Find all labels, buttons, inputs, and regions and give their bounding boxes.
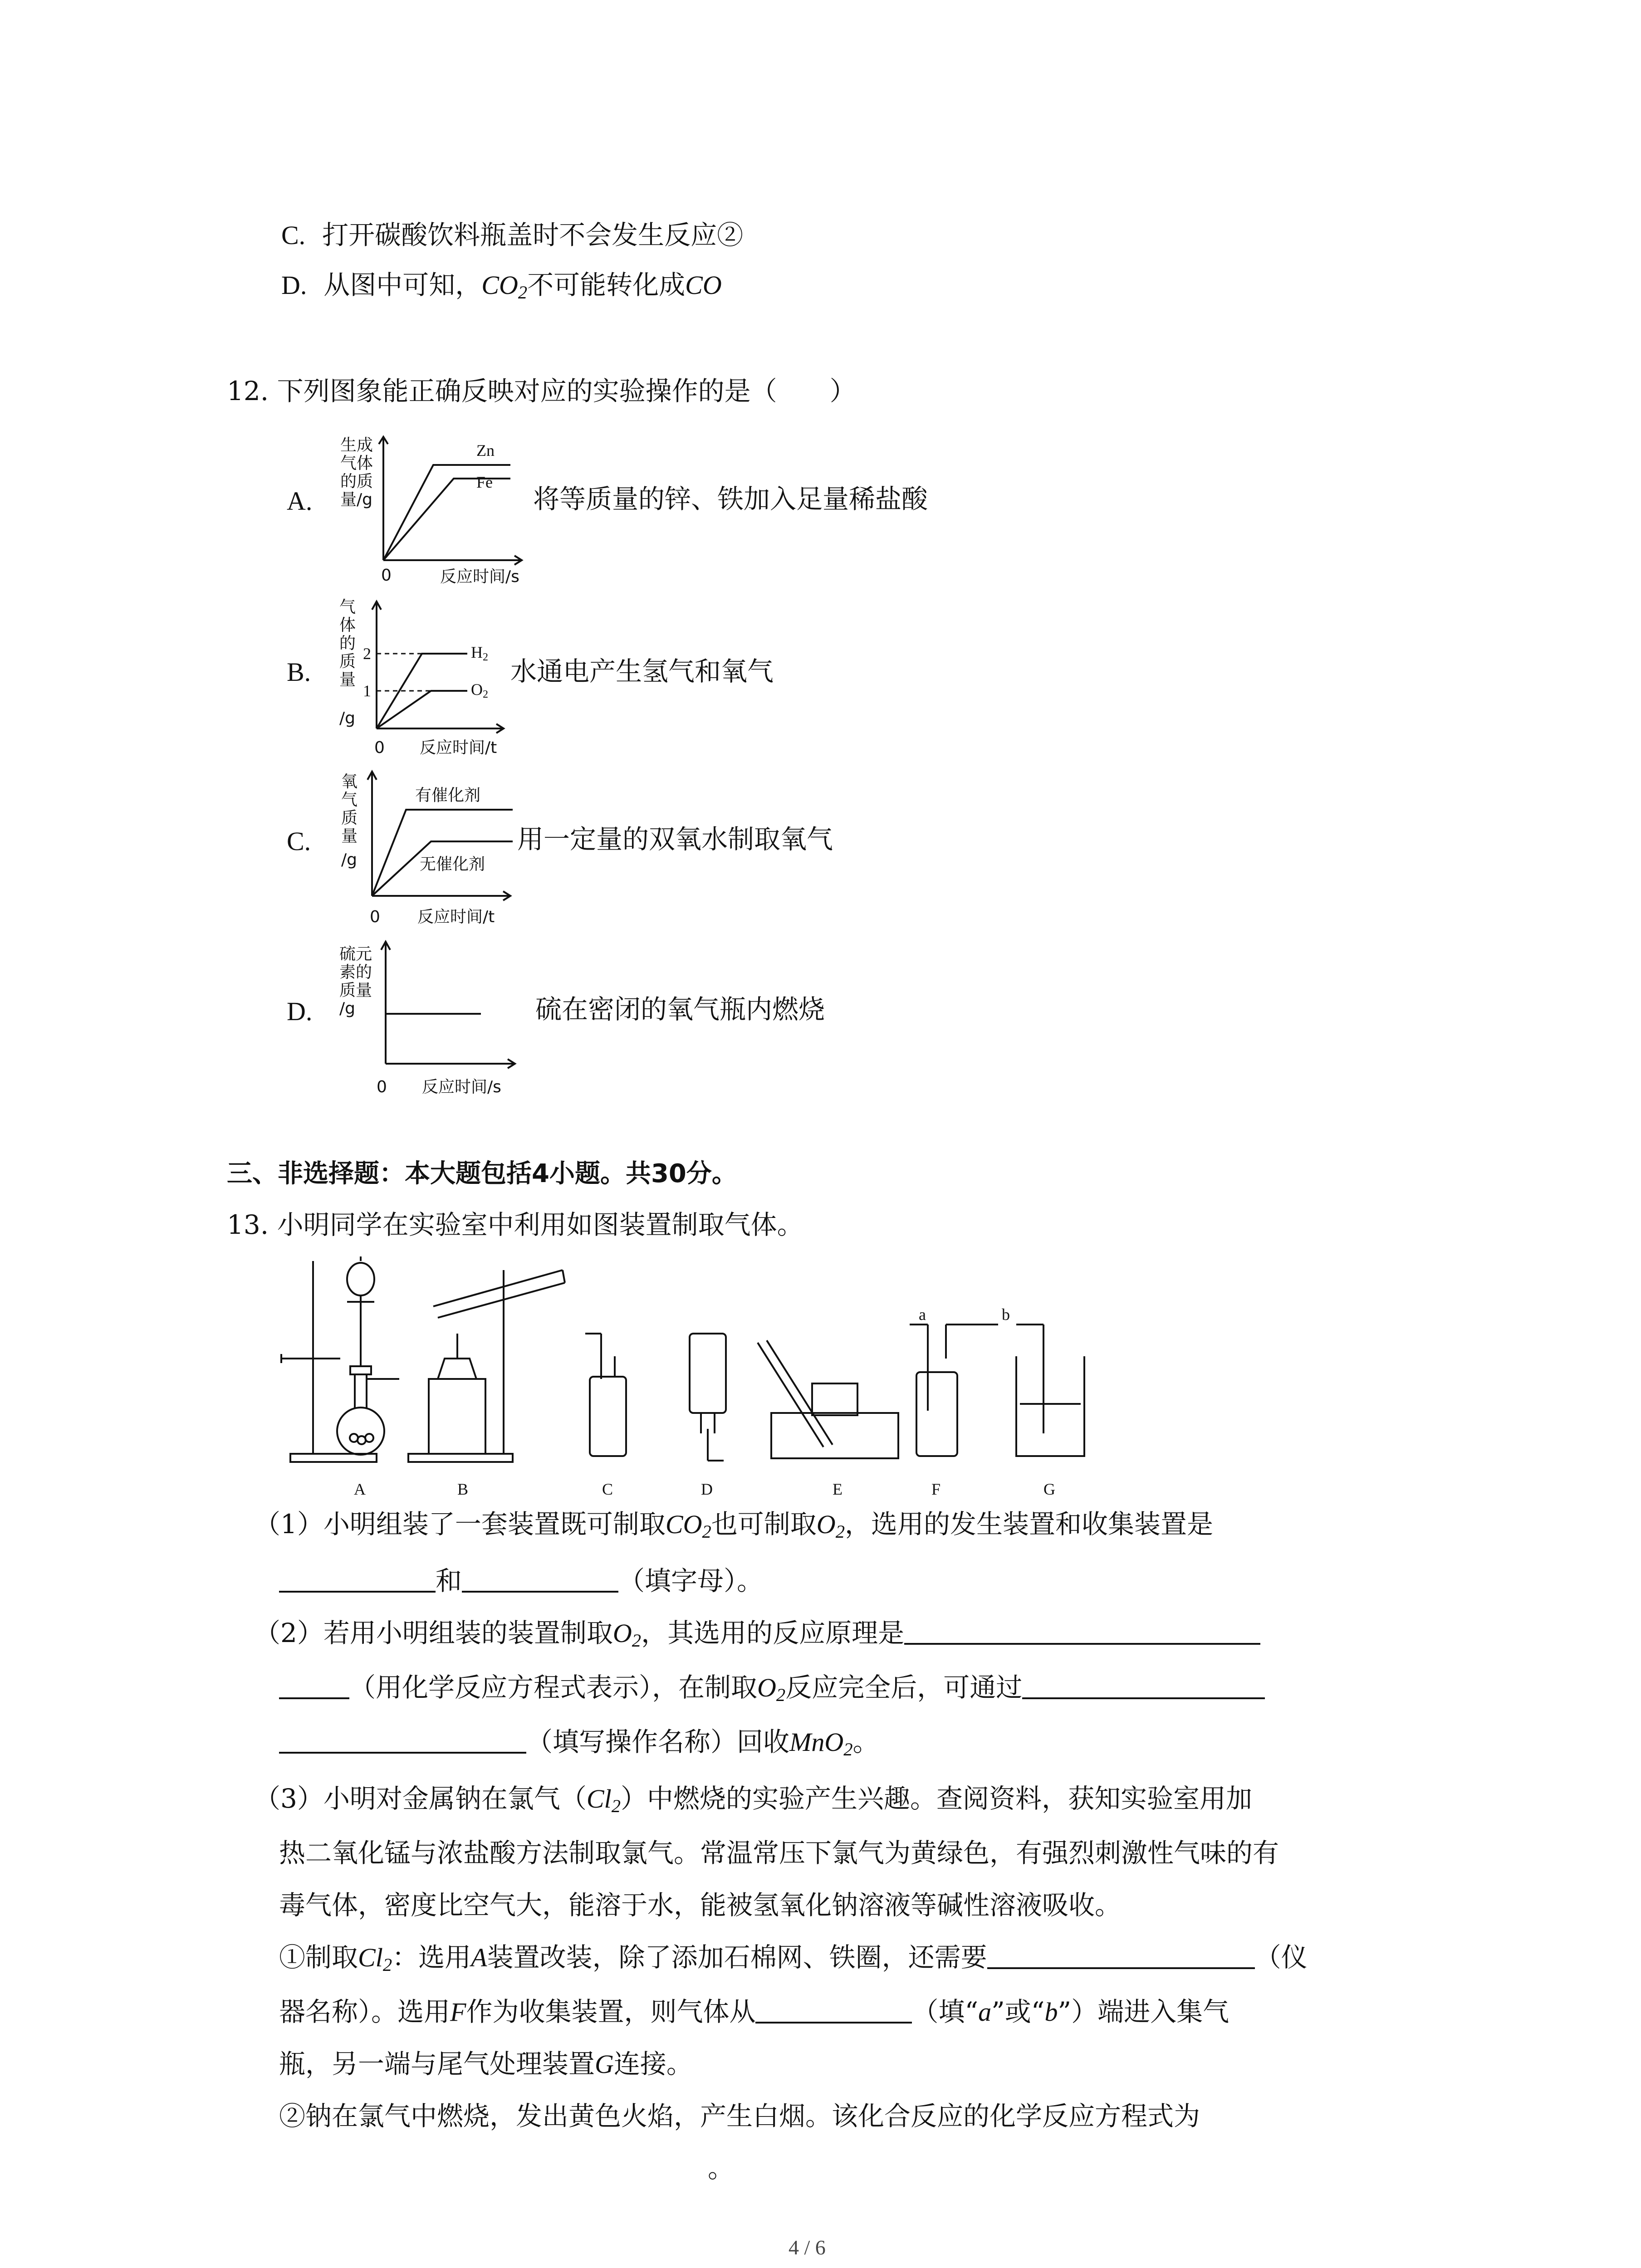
q13-part1-line2: 和 （填字母）。: [279, 1563, 763, 1599]
catalyst-label: 有催化剂: [415, 786, 481, 805]
svg-text:硫元: 硫元: [339, 945, 372, 963]
q12-stem: 12. 下列图象能正确反映对应的实验操作的是（ ）: [227, 376, 856, 406]
q13-part3-line4: ①制取$Cl_2$：选用A装置改装，除了添加石棉网、铁圈，还需要 （仪: [279, 1942, 1308, 1975]
option-label: C.: [281, 220, 306, 250]
option-text: 打开碳酸饮料瓶盖时不会发生反应②: [322, 220, 744, 250]
q13-stem: 13. 小明同学在实验室中利用如图装置制取气体。: [227, 1209, 803, 1240]
svg-text:质量: 质量: [339, 981, 372, 1000]
svg-text:体: 体: [339, 616, 356, 635]
xlabel: 反应时间/t: [417, 908, 495, 926]
graph-b: [331, 594, 513, 767]
option-text: 从图中可知，: [323, 269, 482, 300]
origin-label: 0: [374, 738, 385, 757]
formula-co2: $CO_2$: [481, 270, 528, 303]
apparatus-label-c: C: [602, 1480, 613, 1498]
answer-blank[interactable]: [462, 1564, 618, 1593]
apparatus-label-d: D: [701, 1480, 713, 1498]
apparatus-label-f: F: [931, 1480, 941, 1498]
apparatus-label-e: E: [833, 1480, 843, 1498]
q12-option-a-text: 将等质量的锌、铁加入足量稀盐酸: [533, 484, 928, 514]
q13-part1-line1: （1）小明组装了一套装置既可制取$CO_2$也可制取$O_2$，选用的发生装置和收集装置是: [254, 1509, 1213, 1542]
q13-part3-line3: 毒气体，密度比空气大，能溶于水，能被氢氧化钠溶液等碱性溶液吸收。: [279, 1890, 1122, 1921]
svg-text:气: 气: [341, 791, 358, 809]
q13-part3-line8: 。: [708, 2153, 735, 2184]
apparatus-label-a: A: [354, 1480, 366, 1498]
origin-label: 0: [377, 1078, 387, 1096]
page-number: 4 / 6: [789, 2236, 826, 2259]
ylabel-line: 的质: [340, 472, 373, 491]
ylabel-line: 生成: [340, 436, 373, 455]
ylabel-line: 量/g: [340, 490, 372, 509]
svg-text:/g: /g: [341, 850, 357, 869]
q13-part2-line3: （填写操作名称）回收MnO$_2$。: [279, 1724, 879, 1768]
section-title: 三、非选择题：本大题包括4小题。共30分。: [227, 1159, 737, 1188]
svg-text:/g: /g: [339, 709, 355, 728]
svg-text:量: 量: [339, 670, 356, 689]
q13-part3-line7: ②钠在氯气中燃烧，发出黄色火焰，产生白烟。该化合反应的化学反应方程式为: [279, 2101, 1200, 2131]
svg-text:的: 的: [339, 634, 356, 653]
svg-text:量: 量: [341, 827, 358, 846]
svg-text:气: 气: [339, 598, 356, 616]
q12-option-b-label: B.: [287, 657, 311, 687]
graph-c: [331, 764, 522, 937]
ylabel-line: 气体: [340, 454, 373, 473]
port-b-label: b: [1002, 1305, 1010, 1324]
q11-option-d: D. 从图中可知，$CO_2$不可能转化成CO: [281, 269, 722, 303]
port-a-label: a: [919, 1305, 926, 1324]
q12-option-d-text: 硫在密闭的氧气瓶内燃烧: [535, 994, 825, 1025]
svg-text:质: 质: [339, 652, 356, 671]
xlabel: 反应时间/t: [420, 738, 497, 757]
q13-part2-line2: （用化学反应方程式表示），在制取$O_2$反应完全后，可通过: [279, 1669, 1265, 1713]
svg-text:质: 质: [341, 809, 358, 827]
tick-1: 1: [363, 682, 371, 700]
answer-blank[interactable]: [904, 1617, 1260, 1645]
q13-part2-line1: （2）若用小明组装的装置制取$O_2$，其选用的反应原理是: [254, 1615, 1260, 1659]
xlabel: 反应时间/s: [440, 567, 519, 586]
xlabel: 反应时间/s: [422, 1078, 501, 1096]
q13-part3-line5: 器名称）。选用F作为收集装置，则气体从 （填“a”或“b”）端进入集气: [279, 1996, 1230, 2027]
q12-option-a-label: A.: [287, 486, 313, 516]
answer-blank[interactable]: [987, 1941, 1255, 1969]
apparatus-figure: [272, 1252, 1134, 1510]
option-label: D.: [281, 270, 307, 300]
apparatus-label-b: B: [457, 1480, 469, 1498]
svg-text:/g: /g: [339, 999, 355, 1018]
q12-option-b-text: 水通电产生氢气和氧气: [510, 656, 774, 687]
svg-text:素的: 素的: [339, 963, 372, 982]
tick-2: 2: [363, 645, 371, 663]
origin-label: 0: [370, 908, 380, 926]
answer-blank[interactable]: [279, 1725, 526, 1754]
answer-blank[interactable]: [279, 1564, 436, 1593]
answer-blank[interactable]: [279, 1671, 349, 1699]
formula-co: CO: [685, 270, 722, 300]
q12-option-c-text: 用一定量的双氧水制取氧气: [517, 824, 833, 855]
q12-option-d-label: D.: [287, 997, 313, 1026]
graph-a: [331, 424, 531, 596]
q11-option-c: [281, 217, 743, 254]
zn-label: Zn: [476, 441, 495, 459]
origin-label: 0: [381, 566, 392, 585]
q12-option-c-label: C.: [287, 826, 311, 856]
apparatus-label-g: G: [1043, 1480, 1055, 1498]
answer-blank[interactable]: [755, 1995, 912, 2024]
q13-part3-line1: （3）小明对金属钠在氯气$(Cl_2)$中燃烧的实验产生兴趣。查阅资料，获知实验室用加: [254, 1783, 1253, 1817]
fe-label: Fe: [476, 473, 493, 491]
q13-part3-line2: 热二氧化锰与浓盐酸方法制取氯气。常温常压下氯气为黄绿色，有强烈刺激性气味的有: [279, 1838, 1279, 1868]
answer-blank[interactable]: [1022, 1671, 1265, 1699]
graph-d: [331, 934, 522, 1107]
svg-text:氧: 氧: [341, 772, 358, 791]
o2-label: O2: [471, 680, 488, 700]
no-catalyst-label: 无催化剂: [420, 855, 485, 874]
q13-part3-line6: 瓶，另一端与尾气处理装置G连接。: [279, 2048, 693, 2079]
h2-label: H2: [471, 643, 488, 663]
